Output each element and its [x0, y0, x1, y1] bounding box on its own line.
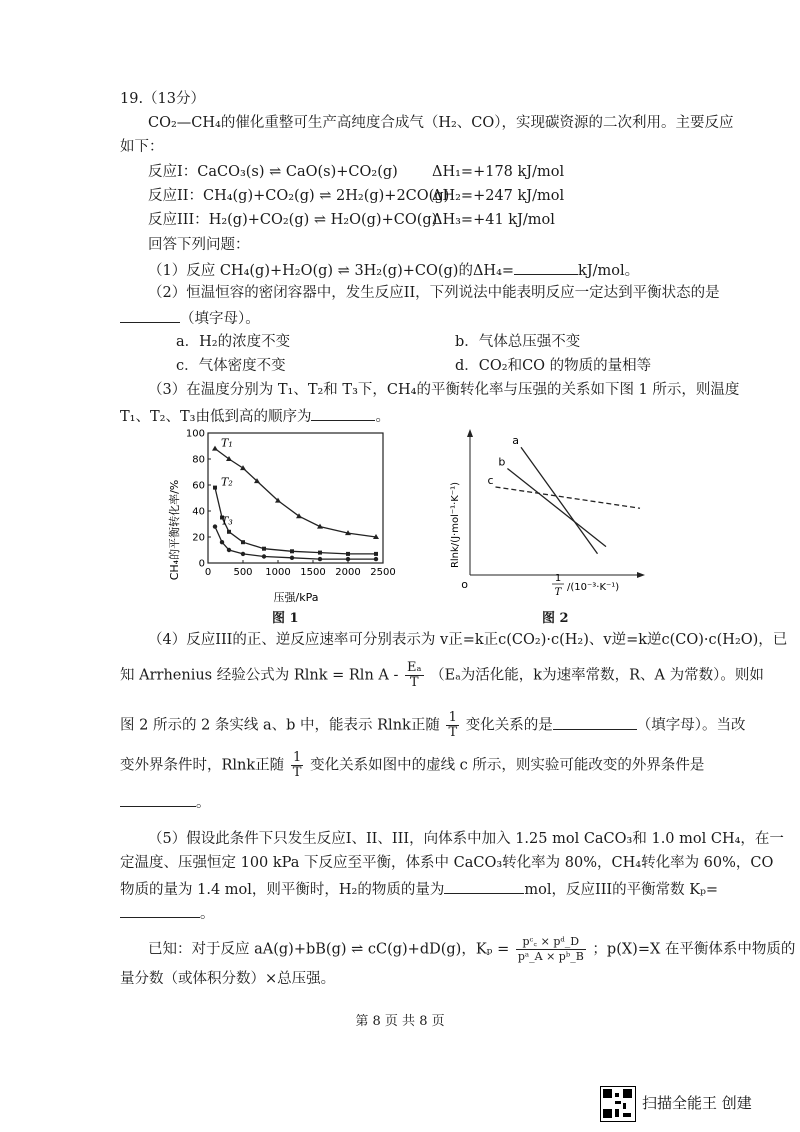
figure-2-lines [487, 434, 640, 554]
q4-formula-den: T [409, 675, 419, 690]
reaction-1 [148, 163, 398, 181]
data-point [213, 486, 217, 490]
q1-unit: kJ/mol。 [578, 263, 640, 279]
q5-answer-blank-1[interactable] [444, 879, 524, 894]
q4-d-post: 变化关系如图中的虚线 c 所示，则实验可能改变的外界条件是 [310, 757, 705, 774]
question-5-line-4 [120, 903, 215, 923]
figure-1-frame [208, 433, 383, 563]
series-label-3: T₃ [221, 514, 233, 528]
reaction-2 [148, 187, 449, 205]
reaction-1-equation: CaCO₃(s) ⇌ CaO(s)+CO₂(g) [197, 164, 398, 180]
y-tick-label: 20 [192, 532, 205, 544]
question-3-line-2 [120, 406, 390, 426]
x-tick-label: 1000 [265, 567, 291, 578]
data-point [227, 530, 231, 534]
intro-line-2: 如下： [120, 139, 164, 155]
data-point [290, 556, 294, 560]
x-tick-label: 0 [204, 567, 212, 578]
question-1 [148, 260, 639, 280]
x-tick-label: 1500 [300, 567, 326, 578]
q3-end: 。 [375, 409, 390, 425]
qr-code-icon [600, 1086, 636, 1122]
line-b [507, 469, 606, 547]
data-point [212, 446, 218, 451]
data-point [346, 552, 350, 556]
q4-c-fraction [446, 711, 459, 740]
series-label-2: T₂ [221, 475, 233, 489]
figure-2-chart [440, 425, 670, 605]
y-tick-label: 0 [198, 558, 205, 570]
figure-2-ylabel: Rlnk/(J·mol⁻¹·K⁻¹) [450, 481, 461, 569]
reaction-3-label: 反应III： [148, 212, 209, 228]
q4-end: 。 [196, 795, 211, 811]
question-4-line-2 [120, 661, 764, 690]
intro-line-1: CO₂—CH₄的催化重整可生产高纯度合成气（H₂、CO），实现碳资源的二次利用。主要反应 [148, 115, 734, 131]
data-point [227, 548, 231, 552]
question-4-line-1: （4）反应III的正、逆反应速率可分别表示为 v正=k正c(CO₂)·c(H₂)、v逆=k逆c(CO)·c(H₂O)，已 [148, 632, 788, 648]
q4-formula-post: （Eₐ为活化能，k为速率常数，R、A 为常数）。则如 [430, 667, 764, 684]
reaction-2-equation: CH₄(g)+CO₂(g) ⇌ 2H₂(g)+2CO(g) [202, 188, 450, 204]
data-point [374, 552, 378, 556]
q5-c-mid: mol，反应III的平衡常数 Kₚ= [524, 882, 719, 898]
figure-2-y-arrow [467, 429, 473, 437]
reaction-1-label: 反应I： [148, 164, 198, 180]
q4-d-num: 1 [291, 751, 304, 766]
reaction-2-label: 反应II： [148, 188, 203, 204]
q3-answer-blank[interactable] [311, 406, 375, 421]
data-point [241, 540, 245, 544]
q4-c-pre: 图 2 所示的 2 条实线 a、b 中，能表示 Rlnk正随 [120, 717, 440, 734]
known-pre: 已知：对于反应 aA(g)+bB(g) ⇌ cC(g)+dD(g)，Kₚ = [148, 941, 510, 958]
scanner-watermark: 扫描全能王 创建 [642, 1094, 752, 1112]
known-post: ；p(X)=X 在平衡体系中物质的 [592, 941, 796, 958]
line-c [496, 487, 641, 508]
q1-answer-blank[interactable] [514, 260, 578, 275]
data-point [262, 554, 266, 558]
data-point [290, 549, 294, 553]
q5-answer-blank-2[interactable] [120, 903, 200, 918]
reaction-3-enthalpy: ΔH₃=+41 kJ/mol [432, 212, 555, 228]
q2-fill-hint: （填字母）。 [180, 311, 260, 327]
reaction-1-enthalpy: ΔH₁=+178 kJ/mol [432, 164, 565, 180]
line-label-b: b [498, 455, 506, 469]
x-tick-label: 2000 [335, 567, 361, 578]
q4-formula-fraction [405, 661, 424, 690]
answer-prompt: 回答下列问题： [148, 237, 250, 253]
question-2: （2）恒温恒容的密闭容器中，发生反应II，下列说法中能表明反应一定达到平衡状态的是 [148, 285, 720, 301]
figure-2-origin: o [461, 578, 468, 591]
question-2-fill [120, 308, 260, 328]
data-point [240, 465, 246, 470]
series-line-2 [215, 488, 376, 554]
reaction-2-enthalpy: ΔH₂=+247 kJ/mol [432, 188, 565, 204]
q4-d-pre: 变外界条件时，Rlnk正随 [120, 757, 285, 774]
figure-2-xlabel-num: 1 [554, 573, 562, 584]
option-c: c．气体密度不变 [176, 358, 286, 374]
line-label-a: a [512, 434, 519, 448]
figure-2-x-arrow [637, 572, 645, 578]
reaction-3-equation: H₂(g)+CO₂(g) ⇌ H₂O(g)+CO(g) [208, 212, 438, 228]
data-point [318, 557, 322, 561]
known-den: pᵃ_A × pᵇ_B [517, 950, 584, 963]
q4-d-fraction [291, 751, 304, 780]
question-4-line-4 [120, 751, 704, 780]
figure-1-chart [168, 425, 398, 605]
data-point [374, 557, 378, 561]
q4-c-num: 1 [446, 711, 459, 726]
option-a: a．H₂的浓度不变 [176, 334, 291, 350]
figure-2-xlabel-unit: /(10⁻³·K⁻¹) [567, 582, 620, 593]
y-tick-label: 80 [192, 454, 205, 466]
figure-2-caption: 图 2 [542, 611, 569, 626]
q3-text: T₁、T₂、T₃由低到高的顺序为 [120, 409, 312, 425]
known-fraction [516, 935, 586, 964]
q4-formula-pre: 知 Arrhenius 经验公式为 Rlnk = Rln A - [120, 667, 399, 684]
data-point [220, 540, 224, 544]
q4-formula-num: Eₐ [406, 660, 422, 675]
figure-1-xlabel: 压强/kPa [273, 591, 319, 604]
data-point [262, 547, 266, 551]
reaction-3 [148, 211, 437, 229]
q4-c-post: （填字母）。当改 [636, 717, 746, 734]
figure-1-ylabel: CH₄的平衡转化率/% [168, 479, 181, 581]
q2-answer-blank[interactable] [120, 308, 180, 323]
series-label-1: T₁ [221, 436, 233, 450]
page-footer: 第 8 页 共 8 页 [355, 1014, 445, 1029]
q4-c-den: T [448, 725, 458, 740]
q4-answer-blank-1[interactable] [553, 715, 637, 730]
q4-answer-blank-2[interactable] [120, 792, 196, 807]
y-tick-label: 100 [185, 428, 205, 440]
q5-c-pre: 物质的量为 1.4 mol，则平衡时，H₂的物质的量为 [120, 882, 445, 898]
question-5-line-3 [120, 879, 718, 899]
data-point [346, 557, 350, 561]
line-label-c: c [487, 473, 494, 487]
question-4-line-5 [120, 792, 211, 812]
x-tick-label: 2500 [370, 567, 396, 578]
known-line-1 [148, 935, 795, 964]
figure-2-xlabel-den: T [554, 587, 562, 598]
question-5-line-1: （5）假设此条件下只发生反应I、II、III，向体系中加入 1.25 mol CaCO₃和 1.0 mol CH₄，在一 [148, 831, 784, 847]
question-3-line-1: （3）在温度分别为 T₁、T₂和 T₃下，CH₄的平衡转化率与压强的关系如下图 1 所示，则温度 [148, 382, 740, 398]
y-tick-label: 40 [192, 506, 205, 518]
known-num: pᶜ꜀ × pᵈ_D [516, 935, 586, 950]
x-tick-label: 500 [233, 567, 253, 578]
question-5-line-2: 定温度、压强恒定 100 kPa 下反应至平衡，体系中 CaCO₃转化率为 80%，CH₄转化率为 60%，CO [120, 855, 774, 871]
question-4-line-3 [120, 711, 745, 740]
figure-1-series [212, 437, 379, 562]
data-point [318, 551, 322, 555]
q5-end: 。 [200, 906, 215, 922]
data-point [213, 524, 217, 528]
series-line-1 [215, 449, 376, 537]
data-point [241, 552, 245, 556]
option-b: b．气体总压强不变 [455, 334, 581, 350]
q4-c-mid: 变化关系的是 [465, 717, 553, 734]
option-d: d．CO₂和CO 的物质的量相等 [455, 358, 652, 374]
figure-1-caption: 图 1 [272, 611, 299, 626]
question-number: 19.（13分） [120, 91, 206, 107]
y-tick-label: 60 [192, 480, 205, 492]
q1-text: （1）反应 CH₄(g)+H₂O(g) ⇌ 3H₂(g)+CO(g)的ΔH₄= [148, 263, 515, 279]
q4-d-den: T [292, 765, 302, 780]
known-line-2: 量分数（或体积分数）×总压强。 [120, 971, 336, 987]
